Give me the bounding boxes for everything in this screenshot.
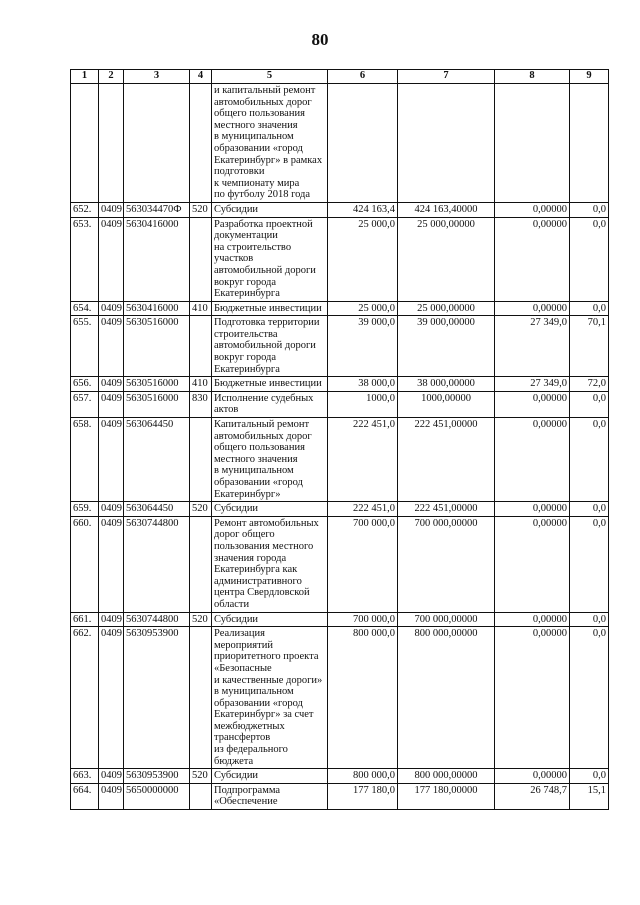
- expense-type: 520: [190, 769, 212, 784]
- row-number: 663.: [71, 769, 99, 784]
- item-name: Ремонт автомобильных дорог общего пользования местного значения города Екатеринбурга как административного центра Свердловской области: [212, 516, 328, 612]
- col8-value: 0,00000: [495, 612, 570, 627]
- col6-value: 424 163,4: [328, 202, 398, 217]
- col-header-4: 4: [190, 70, 212, 84]
- section-code: 0409: [99, 202, 124, 217]
- section-code: 0409: [99, 516, 124, 612]
- table-row: [71, 377, 609, 392]
- page-number: 80: [311, 30, 329, 49]
- table-row: [71, 783, 609, 809]
- col9-value: 0,0: [570, 217, 609, 301]
- item-name: Разработка проектной документации на строительство участков автомобильной дороги вокруг города Екатеринбурга: [212, 217, 328, 301]
- col6-value: 177 180,0: [328, 783, 398, 809]
- table-row: [71, 391, 609, 417]
- col7-value: 700 000,00000: [398, 612, 495, 627]
- budget-table: [70, 69, 609, 810]
- target-article: 5630953900: [124, 627, 190, 769]
- table-row: [71, 627, 609, 769]
- target-article: 563034470Ф: [124, 202, 190, 217]
- item-name: Реализация мероприятий приоритетного проекта «Безопасные и качественные дороги» в муниципальном образовании «город Екатеринбург» за счет межбюджетных трансфертов из федерального бюджета: [212, 627, 328, 769]
- target-article: 5630953900: [124, 769, 190, 784]
- table-row: [71, 516, 609, 612]
- expense-type: 410: [190, 377, 212, 392]
- col6-value: 800 000,0: [328, 769, 398, 784]
- section-code: 0409: [99, 377, 124, 392]
- row-number: 657.: [71, 391, 99, 417]
- section-code: 0409: [99, 502, 124, 517]
- expense-type: [190, 217, 212, 301]
- col7-value: 39 000,00000: [398, 316, 495, 377]
- col9-value: 0,0: [570, 769, 609, 784]
- row-number: 656.: [71, 377, 99, 392]
- target-article: 563064450: [124, 502, 190, 517]
- col-header-8: 8: [495, 70, 570, 84]
- col6-value: 222 451,0: [328, 502, 398, 517]
- col8-value: 27 349,0: [495, 377, 570, 392]
- col6-value: 38 000,0: [328, 377, 398, 392]
- section-code: [99, 84, 124, 203]
- target-article: 563064450: [124, 418, 190, 502]
- target-article: 5630516000: [124, 377, 190, 392]
- col9-value: 0,0: [570, 502, 609, 517]
- col8-value: 0,00000: [495, 516, 570, 612]
- col9-value: 0,0: [570, 627, 609, 769]
- col9-value: [570, 84, 609, 203]
- item-name: Субсидии: [212, 612, 328, 627]
- col6-value: 39 000,0: [328, 316, 398, 377]
- col7-value: 800 000,00000: [398, 769, 495, 784]
- table-row: [71, 502, 609, 517]
- item-name: Субсидии: [212, 769, 328, 784]
- expense-type: 410: [190, 301, 212, 316]
- col9-value: 0,0: [570, 301, 609, 316]
- section-code: 0409: [99, 418, 124, 502]
- table-row: [71, 84, 609, 203]
- col9-value: 72,0: [570, 377, 609, 392]
- item-name: и капитальный ремонт автомобильных дорог общего пользования местного значения в муниципальном образовании «город Екатеринбург» в рамках подготовки к чемпионату мира по футболу 2018 года: [212, 84, 328, 203]
- col7-value: 424 163,40000: [398, 202, 495, 217]
- col7-value: 38 000,00000: [398, 377, 495, 392]
- col-header-6: 6: [328, 70, 398, 84]
- header-row: [71, 70, 609, 84]
- expense-type: [190, 316, 212, 377]
- item-name: Бюджетные инвестиции: [212, 377, 328, 392]
- col9-value: 0,0: [570, 418, 609, 502]
- expense-type: 520: [190, 612, 212, 627]
- col9-value: 15,1: [570, 783, 609, 809]
- col7-value: 222 451,00000: [398, 502, 495, 517]
- col9-value: 70,1: [570, 316, 609, 377]
- target-article: 5630744800: [124, 612, 190, 627]
- section-code: 0409: [99, 301, 124, 316]
- table-row: [71, 418, 609, 502]
- col-header-7: 7: [398, 70, 495, 84]
- section-code: 0409: [99, 783, 124, 809]
- table-row: [71, 217, 609, 301]
- target-article: 5630516000: [124, 391, 190, 417]
- col8-value: [495, 84, 570, 203]
- expense-type: [190, 627, 212, 769]
- item-name: Субсидии: [212, 502, 328, 517]
- expense-type: [190, 418, 212, 502]
- row-number: 654.: [71, 301, 99, 316]
- row-number: [71, 84, 99, 203]
- item-name: Субсидии: [212, 202, 328, 217]
- col8-value: 0,00000: [495, 418, 570, 502]
- col8-value: 0,00000: [495, 202, 570, 217]
- expense-type: 830: [190, 391, 212, 417]
- col8-value: 27 349,0: [495, 316, 570, 377]
- row-number: 660.: [71, 516, 99, 612]
- col-header-3: 3: [124, 70, 190, 84]
- table-row: [71, 301, 609, 316]
- row-number: 653.: [71, 217, 99, 301]
- item-name: Подпрограмма «Обеспечение: [212, 783, 328, 809]
- expense-type: [190, 84, 212, 203]
- col7-value: 25 000,00000: [398, 217, 495, 301]
- col6-value: 222 451,0: [328, 418, 398, 502]
- row-number: 659.: [71, 502, 99, 517]
- col6-value: 25 000,0: [328, 217, 398, 301]
- target-article: 5630416000: [124, 301, 190, 316]
- col7-value: 25 000,00000: [398, 301, 495, 316]
- item-name: Бюджетные инвестиции: [212, 301, 328, 316]
- item-name: Подготовка территории строительства автомобильной дороги вокруг города Екатеринбурга: [212, 316, 328, 377]
- row-number: 661.: [71, 612, 99, 627]
- target-article: 5650000000: [124, 783, 190, 809]
- col8-value: 0,00000: [495, 301, 570, 316]
- row-number: 652.: [71, 202, 99, 217]
- table-row: [71, 202, 609, 217]
- table-row: [71, 316, 609, 377]
- section-code: 0409: [99, 217, 124, 301]
- col8-value: 0,00000: [495, 217, 570, 301]
- col8-value: 0,00000: [495, 391, 570, 417]
- col9-value: 0,0: [570, 612, 609, 627]
- col-header-9: 9: [570, 70, 609, 84]
- target-article: [124, 84, 190, 203]
- col6-value: [328, 84, 398, 203]
- col7-value: 1000,00000: [398, 391, 495, 417]
- row-number: 655.: [71, 316, 99, 377]
- col6-value: 700 000,0: [328, 516, 398, 612]
- row-number: 664.: [71, 783, 99, 809]
- col9-value: 0,0: [570, 202, 609, 217]
- col6-value: 1000,0: [328, 391, 398, 417]
- col-header-1: 1: [71, 70, 99, 84]
- col7-value: 222 451,00000: [398, 418, 495, 502]
- col8-value: 0,00000: [495, 769, 570, 784]
- row-number: 658.: [71, 418, 99, 502]
- target-article: 5630416000: [124, 217, 190, 301]
- table-row: [71, 612, 609, 627]
- col7-value: 700 000,00000: [398, 516, 495, 612]
- expense-type: 520: [190, 202, 212, 217]
- col-header-5: 5: [212, 70, 328, 84]
- col8-value: 0,00000: [495, 502, 570, 517]
- col7-value: 177 180,00000: [398, 783, 495, 809]
- section-code: 0409: [99, 627, 124, 769]
- section-code: 0409: [99, 316, 124, 377]
- col9-value: 0,0: [570, 516, 609, 612]
- target-article: 5630744800: [124, 516, 190, 612]
- col-header-2: 2: [99, 70, 124, 84]
- expense-type: [190, 783, 212, 809]
- col8-value: 26 748,7: [495, 783, 570, 809]
- col8-value: 0,00000: [495, 627, 570, 769]
- col7-value: 800 000,00000: [398, 627, 495, 769]
- col9-value: 0,0: [570, 391, 609, 417]
- target-article: 5630516000: [124, 316, 190, 377]
- table-row: [71, 769, 609, 784]
- row-number: 662.: [71, 627, 99, 769]
- col7-value: [398, 84, 495, 203]
- item-name: Капитальный ремонт автомобильных дорог общего пользования местного значения в муниципальном образовании «город Екатеринбург»: [212, 418, 328, 502]
- col6-value: 25 000,0: [328, 301, 398, 316]
- col6-value: 700 000,0: [328, 612, 398, 627]
- section-code: 0409: [99, 391, 124, 417]
- section-code: 0409: [99, 612, 124, 627]
- col6-value: 800 000,0: [328, 627, 398, 769]
- item-name: Исполнение судебных актов: [212, 391, 328, 417]
- expense-type: 520: [190, 502, 212, 517]
- expense-type: [190, 516, 212, 612]
- section-code: 0409: [99, 769, 124, 784]
